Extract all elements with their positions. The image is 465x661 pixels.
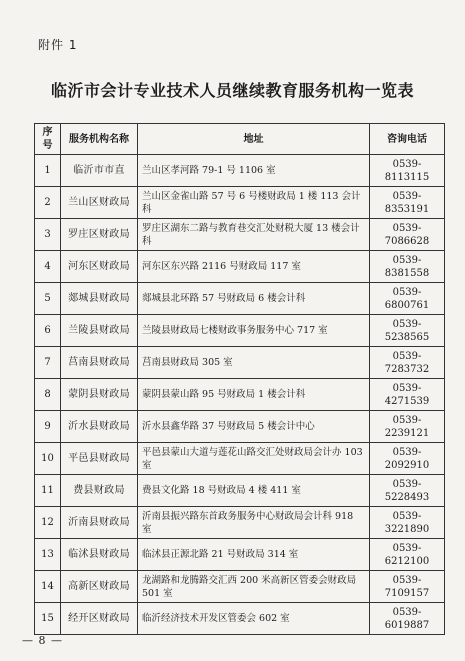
row-number: 11: [35, 475, 61, 507]
organization-name: 费县财政局: [61, 475, 138, 507]
organization-phone: 0539-2092910: [370, 443, 445, 475]
organization-phone: 0539-8381558: [370, 251, 445, 283]
organization-address: 莒南县财政局 305 室: [138, 347, 370, 379]
organization-phone: 0539-7283732: [370, 347, 445, 379]
organization-phone: 0539-8113115: [370, 155, 445, 187]
column-header-no: 序号: [35, 124, 61, 155]
organization-phone: 0539-8353191: [370, 187, 445, 219]
table-row: [35, 507, 445, 539]
organization-name: 经开区财政局: [61, 603, 138, 635]
organization-phone: 0539-6019887: [370, 603, 445, 635]
table-row: [35, 603, 445, 635]
organization-name: 莒南县财政局: [61, 347, 138, 379]
row-number: 3: [35, 219, 61, 251]
organization-address: 临沭县正源北路 21 号财政局 314 室: [138, 539, 370, 571]
table-header-row: [35, 124, 445, 155]
organization-address: 沂南县振兴路东首政务服务中心财政局会计科 918 室: [138, 507, 370, 539]
attachment-label: 附件 1: [38, 38, 78, 52]
organization-name: 沂南县财政局: [61, 507, 138, 539]
row-number: 8: [35, 379, 61, 411]
column-header-phone: 咨询电话: [370, 124, 445, 155]
page-title: 临沂市会计专业技术人员继续教育服务机构一览表: [50, 81, 414, 100]
organization-name: 蒙阴县财政局: [61, 379, 138, 411]
row-number: 7: [35, 347, 61, 379]
organization-phone: 0539-7086628: [370, 219, 445, 251]
row-number: 10: [35, 443, 61, 475]
organization-name: 平邑县财政局: [61, 443, 138, 475]
page-number: — 8 —: [22, 634, 63, 647]
table-row: [35, 251, 445, 283]
row-number: 12: [35, 507, 61, 539]
organization-phone: 0539-5238565: [370, 315, 445, 347]
organization-name: 高新区财政局: [61, 571, 138, 603]
organization-address: 兰山区孝河路 79-1 号 1106 室: [138, 155, 370, 187]
organization-name: 郯城县财政局: [61, 283, 138, 315]
organization-address: 龙湖路和龙腾路交汇西 200 米高新区管委会财政局 501 室: [138, 571, 370, 603]
organization-address: 费县文化路 18 号财政局 4 楼 411 室: [138, 475, 370, 507]
table-row: [35, 347, 445, 379]
organization-address: 临沂经济技术开发区管委会 602 室: [138, 603, 370, 635]
table-row: [35, 539, 445, 571]
service-organization-table: [34, 123, 445, 635]
table-row: [35, 219, 445, 251]
organization-name: 临沭县财政局: [61, 539, 138, 571]
table-row: [35, 411, 445, 443]
table-row: [35, 379, 445, 411]
organization-name: 临沂市市直: [61, 155, 138, 187]
organization-address: 郯城县北环路 57 号财政局 6 楼会计科: [138, 283, 370, 315]
table-row: [35, 475, 445, 507]
row-number: 4: [35, 251, 61, 283]
organization-phone: 0539-3221890: [370, 507, 445, 539]
organization-name: 兰山区财政局: [61, 187, 138, 219]
organization-address: 河东区东兴路 2116 号财政局 117 室: [138, 251, 370, 283]
row-number: 15: [35, 603, 61, 635]
column-header-name: 服务机构名称: [61, 124, 138, 155]
table-row: [35, 187, 445, 219]
organization-phone: 0539-6212100: [370, 539, 445, 571]
organization-address: 蒙阴县蒙山路 95 号财政局 1 楼会计科: [138, 379, 370, 411]
column-header-address: 地址: [138, 124, 370, 155]
table-row: [35, 155, 445, 187]
row-number: 1: [35, 155, 61, 187]
organization-address: 沂水县鑫华路 37 号财政局 5 楼会计中心: [138, 411, 370, 443]
organization-phone: 0539-4271539: [370, 379, 445, 411]
row-number: 6: [35, 315, 61, 347]
organization-phone: 0539-2239121: [370, 411, 445, 443]
organization-address: 兰山区金雀山路 57 号 6 号楼财政局 1 楼 113 会计科: [138, 187, 370, 219]
table-row: [35, 571, 445, 603]
organization-name: 河东区财政局: [61, 251, 138, 283]
organization-name: 兰陵县财政局: [61, 315, 138, 347]
row-number: 13: [35, 539, 61, 571]
organization-address: 兰陵县财政局七楼财政事务服务中心 717 室: [138, 315, 370, 347]
table-row: [35, 443, 445, 475]
organization-address: 罗庄区湖东二路与教育巷交汇处财税大厦 13 楼会计科: [138, 219, 370, 251]
row-number: 14: [35, 571, 61, 603]
table-row: [35, 315, 445, 347]
row-number: 9: [35, 411, 61, 443]
organization-address: 平邑县蒙山大道与莲花山路交汇处财政局会计办 103 室: [138, 443, 370, 475]
organization-name: 沂水县财政局: [61, 411, 138, 443]
organization-name: 罗庄区财政局: [61, 219, 138, 251]
organization-phone: 0539-7109157: [370, 571, 445, 603]
organization-phone: 0539-5228493: [370, 475, 445, 507]
row-number: 2: [35, 187, 61, 219]
row-number: 5: [35, 283, 61, 315]
organization-phone: 0539-6800761: [370, 283, 445, 315]
table-row: [35, 283, 445, 315]
